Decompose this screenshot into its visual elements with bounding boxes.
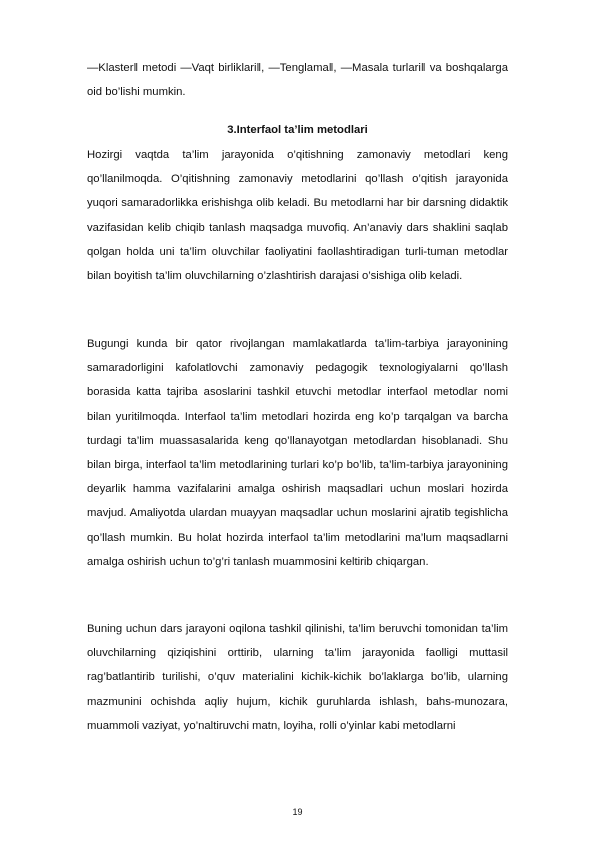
page-number: 19 <box>292 807 303 817</box>
body-paragraph-2: Bugungi kunda bir qator rivojlangan mamlakatlarda ta’lim-tarbiya jarayonining samaradorligini kafolatlovchi zamonaviy pedagogik texnologiyalarni qo’llash borasida katta tajriba asoslarini tashkil etuvchi metodlar interfaol metodlar nomi bilan yuritilmoqda. Interfaol ta’lim metodlari hozirda eng ko’p tarqalgan va barcha turdagi ta’lim muassasalarida keng qo’llanayotgan metodlardan hisoblanadi. Shu bilan birga, interfaol ta’lim metodlarining turlari ko’p bo’lib, ta’lim-tarbiya jarayonining deyarlik hamma vazifalarini amalga oshirish maqsadlari uchun moslari hozirda mavjud. Amaliyotda ulardan muayyan maqsadlar uchun moslarini ajratib tegishlicha qo’llash mumkin. Bu holat hozirda interfaol ta’lim metodlarini ma’lum maqsadlarni amalga oshirish uchun to’g’ri tanlash muammosini keltirib chiqargan. <box>87 338 508 568</box>
body-paragraph-3: Buning uchun dars jarayoni oqilona tashkil qilinishi, ta’lim beruvchi tomonidan ta’lim oluvchilarning qiziqishini orttirib, ularning ta’lim jarayonida faolligi muttasil rag’batlantirib turilishi, o’quv materialini kichik-kichik bo’laklarga bo’lib, ularning mazmunini ochishda aqliy hujum, kichik guruhlarda ishlash, bahs-munozara, muammoli vaziyat, yo’naltiruvchi matn, loyiha, rolli o’yinlar kabi metodlarni <box>87 623 508 732</box>
intro-paragraph: ―Klaster‖ metodi ―Vaqt birliklari‖, ―Tenglama‖, ―Masala turlari‖ va boshqalarga oid bo’lishi mumkin. <box>87 62 508 99</box>
body-paragraph-1: Hozirgi vaqtda ta’lim jarayonida o’qitishning zamonaviy metodlari keng qo’llanilmoqda. O’qitishning zamonaviy metodlarini qo’llash o’qitish jarayonida yuqori samaradorlikka erishishga olib keladi. Bu metodlarni har bir darsning didaktik vazifasidan kelib chiqib tanlash maqsadga muvofiq. An’anaviy dars shaklini saqlab qolgan holda uni ta’lim oluvchilar faoliyatini faollashtiradigan turli-tuman metodlar bilan boyitish ta’lim oluvchilarning o’zlashtirish darajasi o’sishiga olib keladi. <box>87 149 508 283</box>
section-heading: 3.Interfaol ta’lim metodlari <box>227 124 368 136</box>
